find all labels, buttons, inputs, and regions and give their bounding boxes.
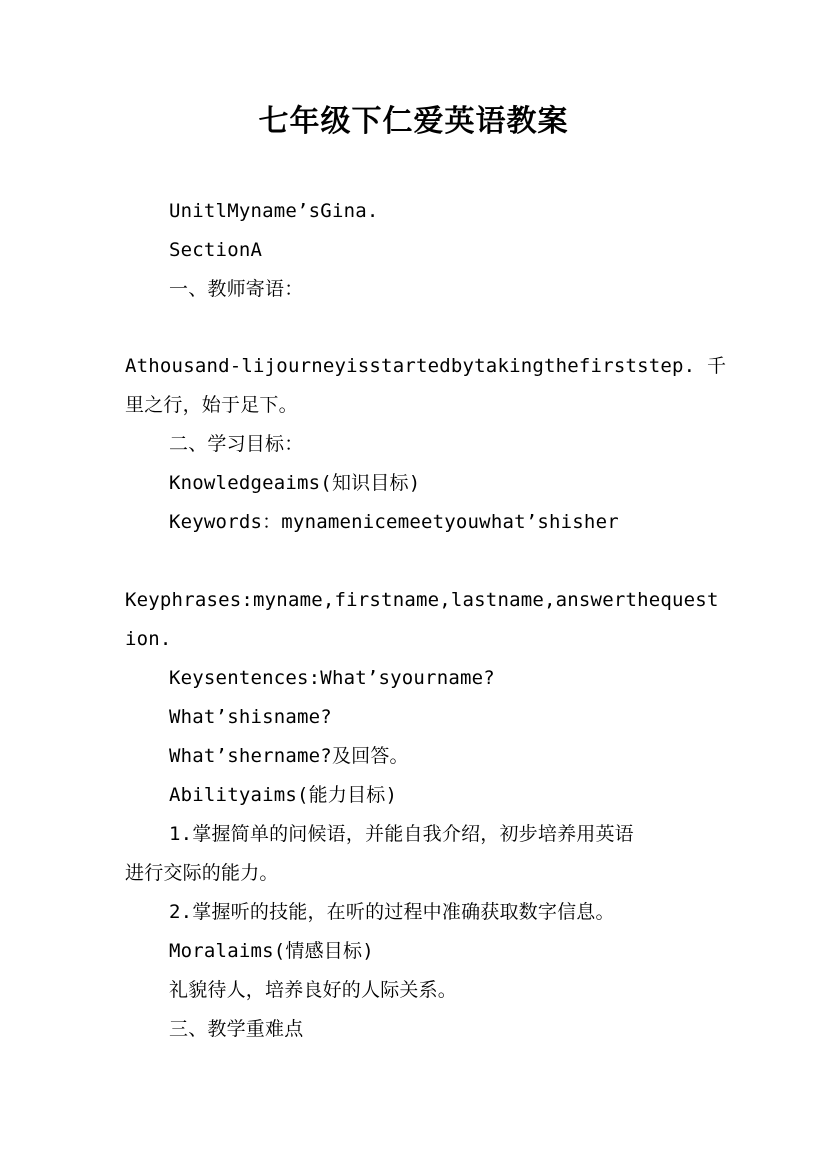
knowledge-aims: Knowledgeaims(知识目标): [169, 472, 421, 494]
key-phrases-line-1: Keyphrases:myname,firstname,lastname,answerthequest: [125, 589, 719, 611]
ability-aims: Abilityaims(能力目标): [169, 784, 398, 806]
ability-aim-1-line-1: 1.掌握简单的问候语，并能自我介绍，初步培养用英语: [169, 823, 634, 845]
key-difficulties-heading: 三、教学重难点: [169, 1018, 304, 1040]
ability-aim-2: 2.掌握听的技能，在听的过程中准确获取数字信息。: [169, 901, 615, 923]
learning-goals-heading: 二、学习目标：: [169, 433, 304, 455]
key-sentences: Keysentences:What’syourname?: [169, 667, 495, 689]
key-phrases-line-2: ion.: [125, 628, 172, 650]
proverb-line-2: 里之行，始于足下。: [125, 394, 298, 416]
key-sentence-her: What’shername?及回答。: [169, 745, 409, 767]
moral-aim-1: 礼貌待人，培养良好的人际关系。: [169, 979, 458, 1001]
proverb-line-1: Athousand-lijourneyisstartedbytakingthefirststep. 千: [125, 355, 727, 377]
section-heading: SectionA: [169, 239, 263, 261]
document-title: 七年级下仁爱英语教案: [258, 104, 569, 139]
key-words: Keywords：mynamenicemeetyouwhat’shisher: [169, 511, 619, 533]
key-sentence-his: What’shisname?: [169, 706, 332, 728]
moral-aims: Moralaims(情感目标): [169, 940, 374, 962]
unit-heading: UnitlMyname’sGina.: [169, 200, 379, 222]
teacher-message-heading: 一、教师寄语：: [169, 278, 304, 300]
ability-aim-1-line-2: 进行交际的能力。: [125, 862, 279, 884]
